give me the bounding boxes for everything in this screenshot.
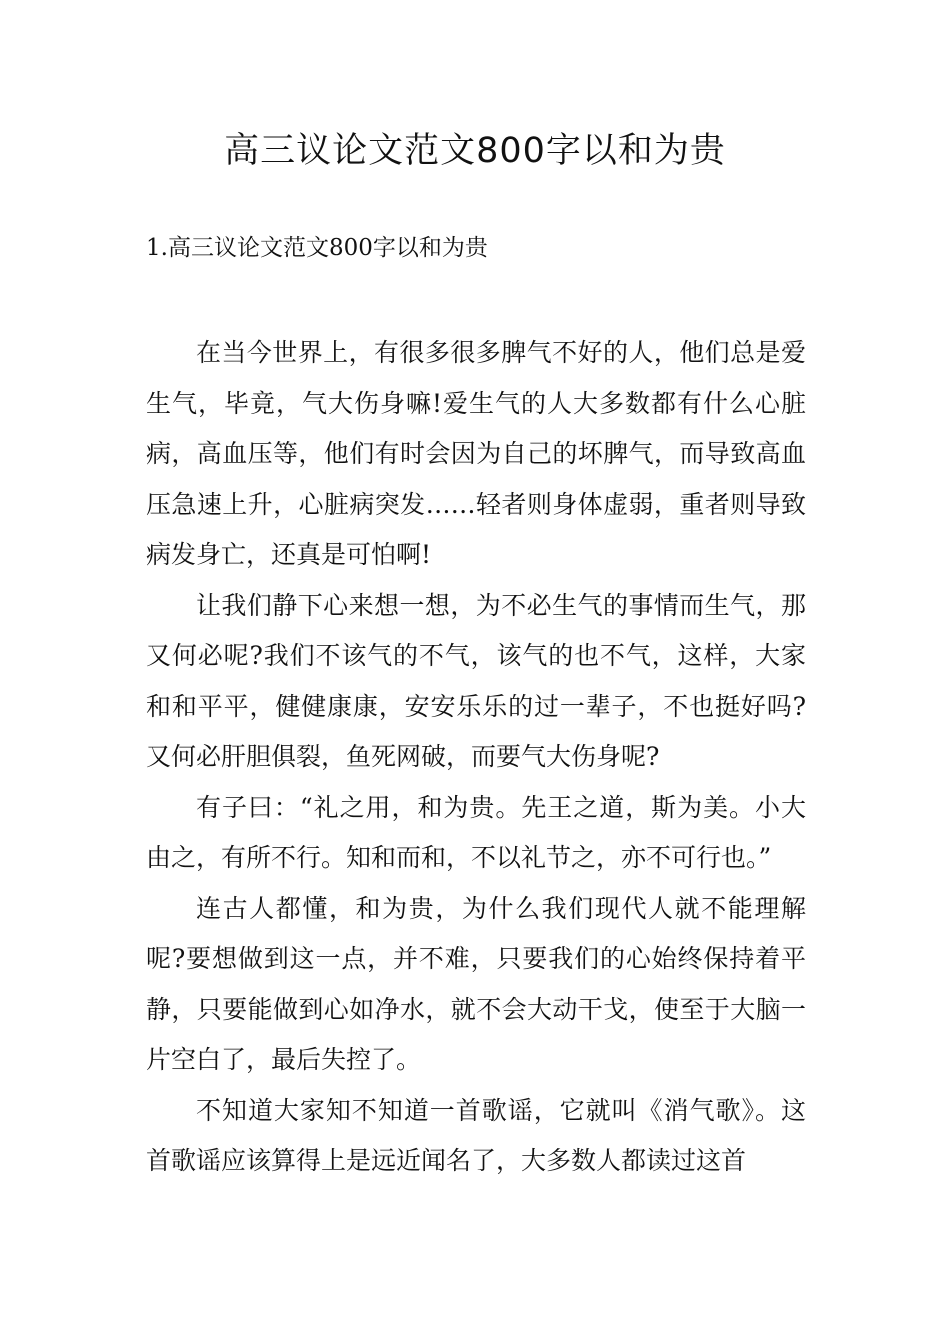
article-body bbox=[146, 328, 806, 1187]
document-title: 高三议论文范文800字以和为贵 bbox=[224, 131, 726, 171]
paragraph: 不知道大家知不知道一首歌谣，它就叫《消气歌》。这首歌谣应该算得上是远近闻名了，大多数人都读过这首 bbox=[146, 1095, 806, 1175]
paragraph: 让我们静下心来想一想，为不必生气的事情而生气，那又何必呢?我们不该气的不气，该气的也不气，这样，大家和和平平，健健康康，安安乐乐的过一辈子，不也挺好吗?又何必肝胆俱裂，鱼死网破，而要气大伤身呢? bbox=[146, 590, 806, 771]
section-heading: 1.高三议论文范文800字以和为贵 bbox=[146, 235, 488, 261]
paragraph: 有子曰：“礼之用，和为贵。先王之道，斯为美。小大由之，有所不行。知和而和，不以礼节之，亦不可行也。” bbox=[146, 792, 806, 872]
paragraph: 连古人都懂，和为贵，为什么我们现代人就不能理解呢?要想做到这一点，并不难，只要我们的心始终保持着平静，只要能做到心如净水，就不会大动干戈，使至于大脑一片空白了，最后失控了。 bbox=[146, 893, 806, 1074]
paragraph: 在当今世界上，有很多很多脾气不好的人，他们总是爱生气，毕竟，气大伤身嘛!爱生气的人大多数都有什么心脏病，高血压等，他们有时会因为自己的坏脾气，而导致高血压急速上升，心脏病突发……轻者则身体虚弱，重者则导致病发身亡，还真是可怕啊! bbox=[146, 338, 806, 569]
